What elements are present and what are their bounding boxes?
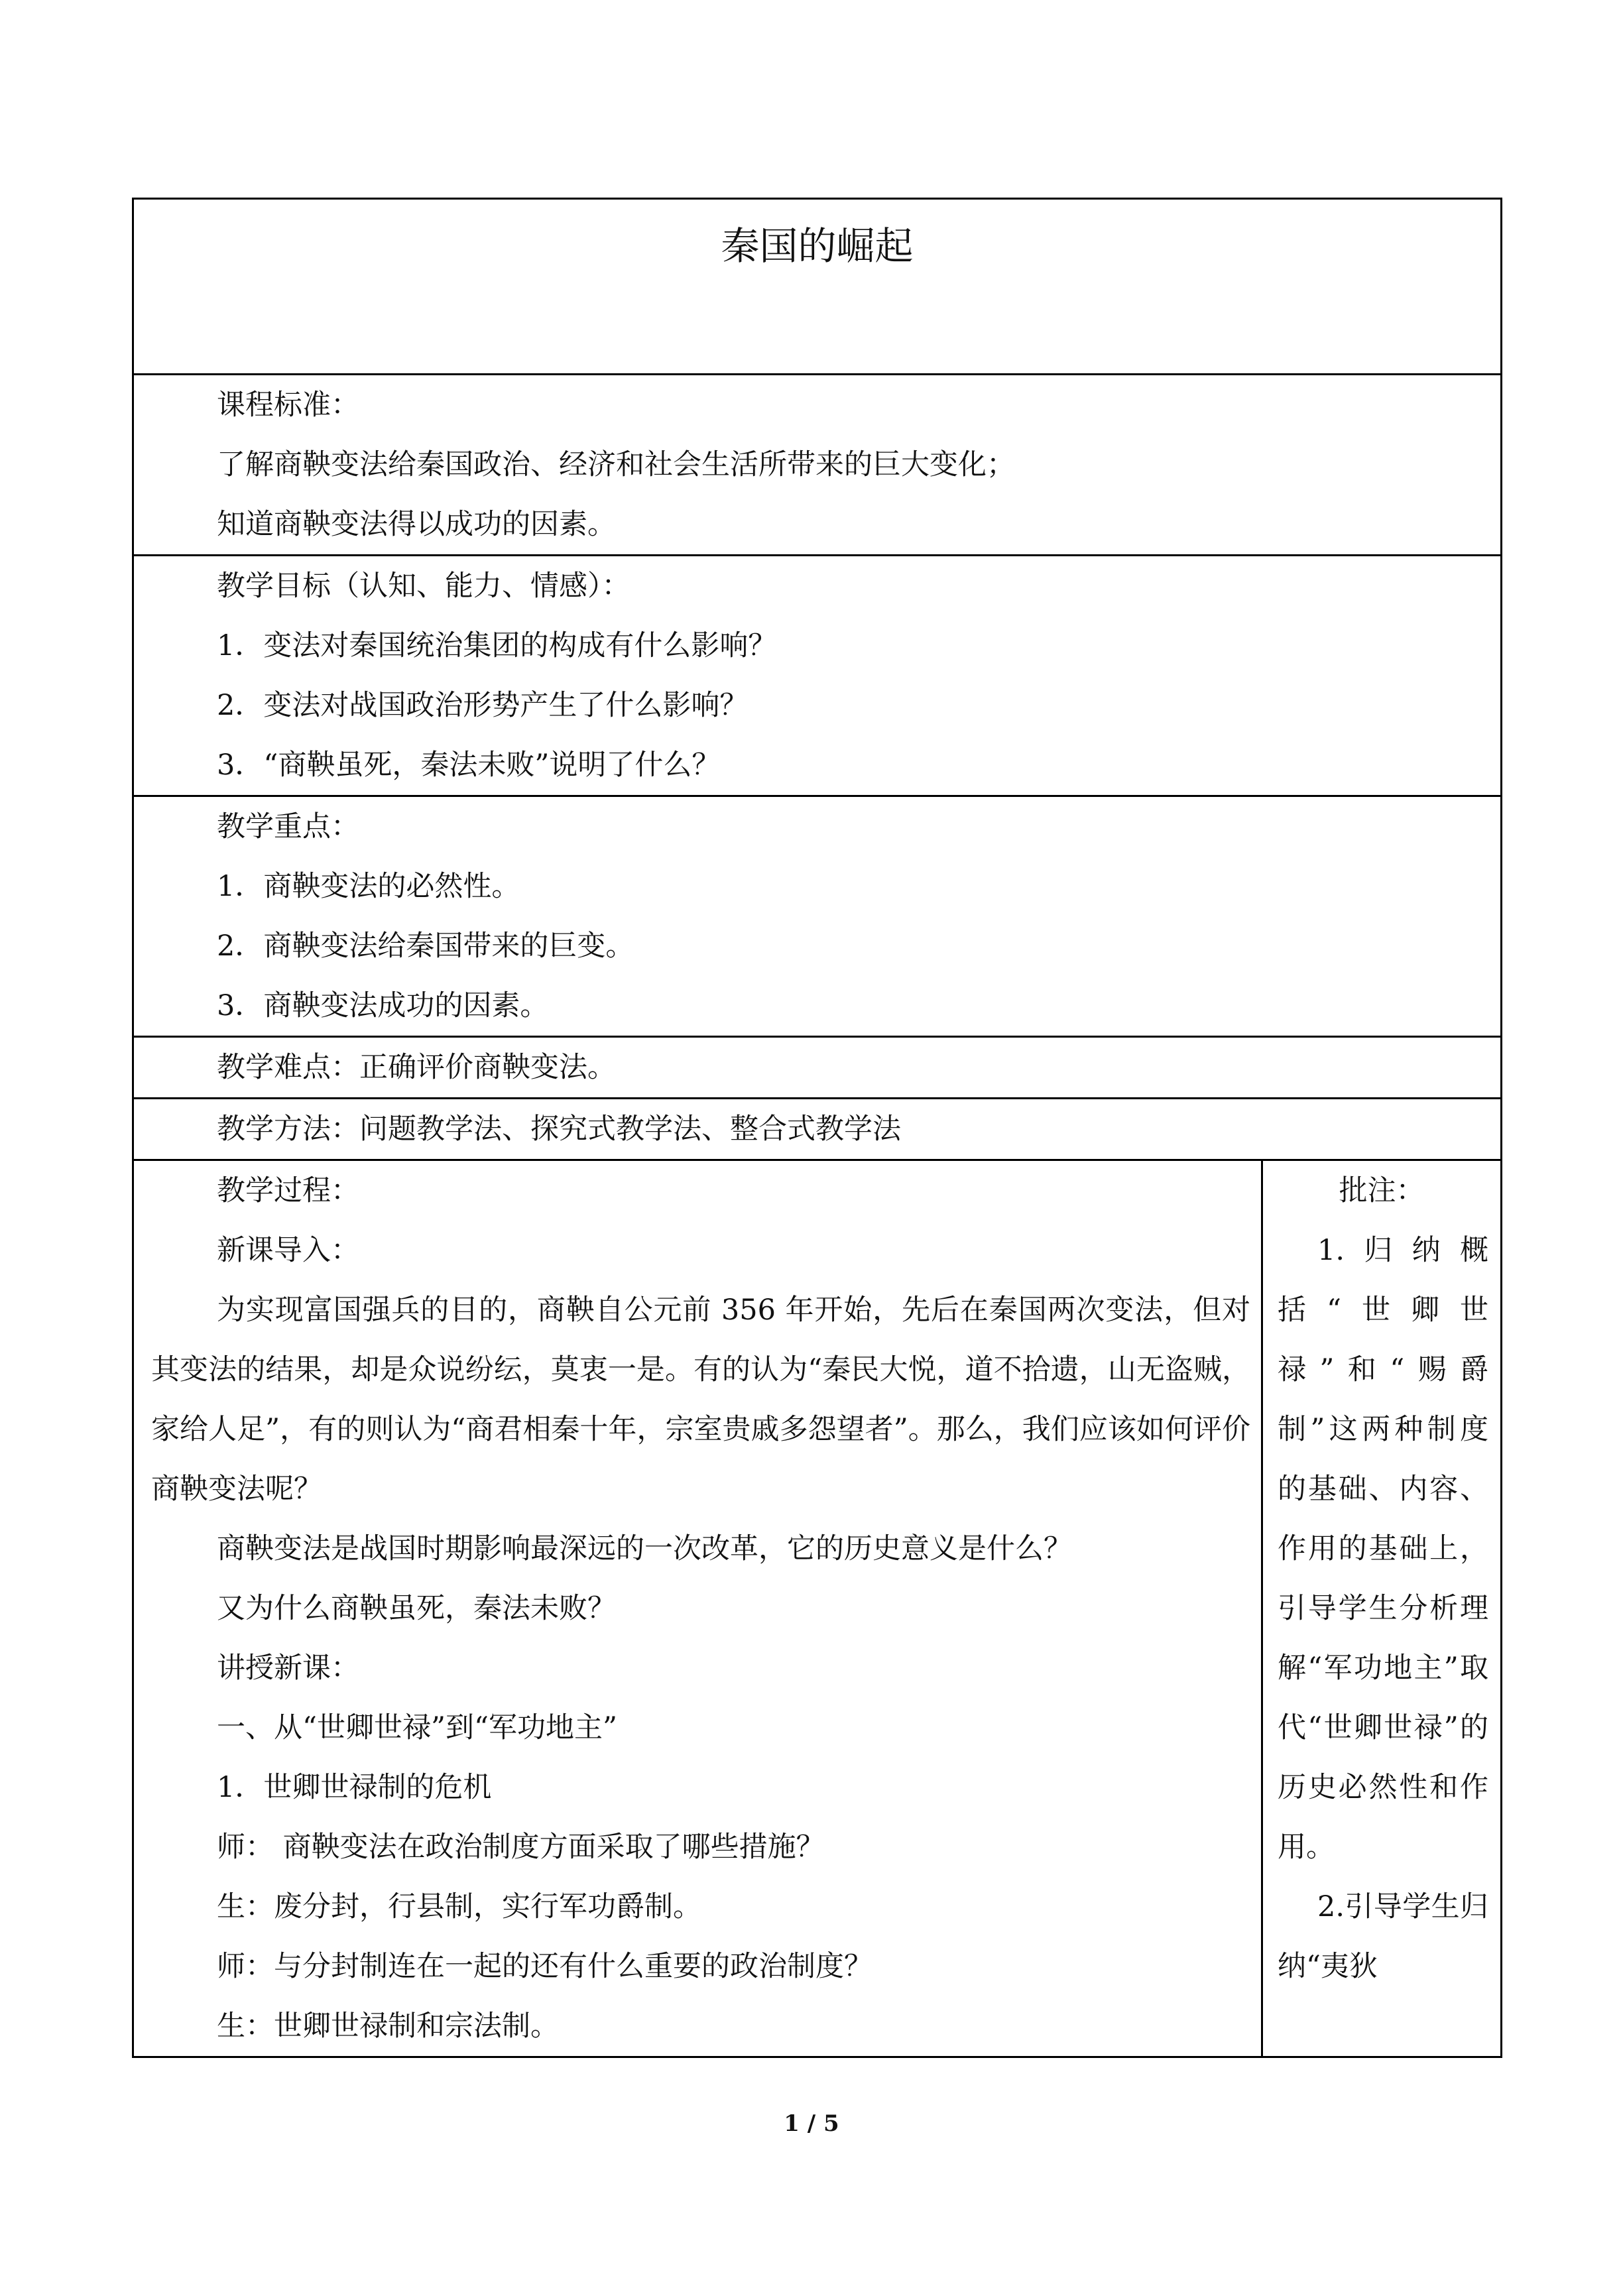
process-line: 一、从“世卿世禄”到“军功地主” [217,1711,617,1744]
key-point-item: 1．商鞅变法的必然性。 [217,870,520,903]
process-line: 1．世卿世禄制的危机 [217,1771,492,1804]
lesson-plan-table [132,198,1502,2058]
curriculum-standard-section [133,375,1502,556]
intro-paragraph-text: 为实现富国强兵的目的，商鞅自公元前 356 年开始，先后在秦国两次变法，但对其变法的结果，却是众说纷纭，莫衷一是。有的认为“秦民大悦，道不拾遗，山无盗贼，家给人足”，有的则认为“商君相秦十年，宗室贵戚多怨望者”。那么，我们应该如何评价商鞅变法呢？ [151,1294,1250,1506]
teaching-goals-section [133,556,1502,796]
teaching-goal-item: 1．变法对秦国统治集团的构成有什么影响？ [217,629,777,662]
key-point-item: 2．商鞅变法给秦国带来的巨变。 [217,930,634,963]
process-line: 又为什么商鞅虽死，秦法未败？ [217,1592,616,1625]
intro-heading: 新课导入： [217,1234,359,1267]
process-line: 师：与分封制连在一起的还有什么重要的政治制度？ [217,1950,872,1983]
key-points-heading: 教学重点： [217,810,359,843]
teaching-goals-heading: 教学目标（认知、能力、情感）： [217,570,631,603]
process-heading: 教学过程： [217,1174,359,1207]
methods-text: 教学方法：问题教学法、探究式教学法、整合式教学法 [217,1113,901,1146]
methods-section [133,1099,1502,1160]
curriculum-standard-line: 了解商鞅变法给秦国政治、经济和社会生活所带来的巨大变化； [217,448,1015,481]
annotation-note-2 [1263,1877,1500,1996]
difficulty-section [133,1037,1502,1099]
teaching-goal-item: 3．“商鞅虽死，秦法未败”说明了什么？ [217,749,721,782]
difficulty-text: 教学难点：正确评价商鞅变法。 [217,1051,616,1084]
annotations-section [1262,1160,1502,2057]
annotation-note-2-text: 2.引导学生归纳“夷狄 [1278,1890,1489,1983]
teaching-goal-item: 2．变法对战国政治形势产生了什么影响？ [217,689,749,722]
process-line: 讲授新课： [217,1652,359,1685]
curriculum-standard-heading: 课程标准： [217,389,359,422]
intro-paragraph [134,1280,1261,1519]
annotation-note-1-text: 1.归纳概括“世卿世禄”和“赐爵制”这两种制度的基础、内容、作用的基础上，引导学生分析理解“军功地主”取代“世卿世禄”的历史必然性和作用。 [1278,1234,1489,1864]
title-cell [133,199,1502,375]
key-points-section [133,796,1502,1037]
curriculum-standard-line: 知道商鞅变法得以成功的因素。 [217,508,616,541]
process-line: 商鞅变法是战国时期影响最深远的一次改革，它的历史意义是什么？ [217,1532,1072,1565]
page-title: 秦国的崛起 [721,223,914,269]
process-line: 师： 商鞅变法在政治制度方面采取了哪些措施？ [217,1831,825,1864]
page-number: 1 / 5 [784,2110,839,2137]
process-line: 生：废分封，行县制，实行军功爵制。 [217,1890,701,1923]
key-point-item: 3．商鞅变法成功的因素。 [217,989,549,1022]
annotations-heading: 批注： [1339,1174,1425,1207]
process-section [133,1160,1262,2057]
process-line: 生：世卿世禄制和宗法制。 [217,2010,559,2043]
annotation-note-1 [1263,1221,1500,1877]
